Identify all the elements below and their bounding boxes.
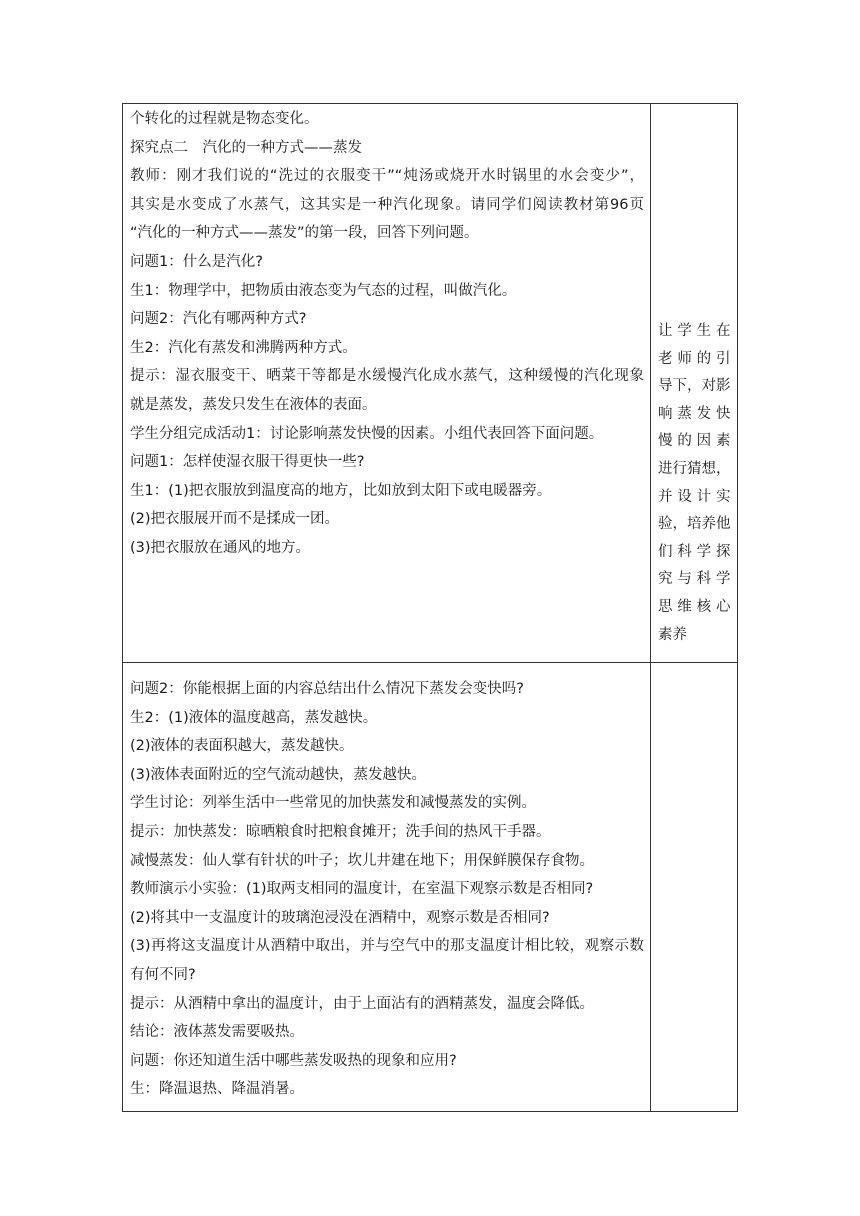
- section-heading: 探究点二 汽化的一种方式——蒸发: [130, 139, 362, 156]
- text-line: 生：降温退热、降温消暑。: [130, 1081, 304, 1098]
- text-line: “汽化的一种方式——蒸发”的第一段，回答下列问题。: [130, 225, 479, 242]
- text-line: 有何不同?: [130, 966, 196, 983]
- text-line: 就是蒸发，蒸发只发生在液体的表面。: [130, 396, 377, 413]
- text-line: 提示：从酒精中拿出的温度计，由于上面沾有的酒精蒸发，温度会降低。: [130, 995, 594, 1012]
- design-intent-cell: [651, 104, 738, 663]
- text-line: 生2：汽化有蒸发和沸腾两种方式。: [130, 339, 357, 356]
- text-line: 个转化的过程就是物态变化。: [130, 111, 319, 127]
- text-line: 减慢蒸发：仙人掌有针状的叶子；坎儿井建在地下；用保鲜膜保存食物。: [130, 852, 594, 869]
- text-line: 问题1：什么是汽化?: [130, 253, 263, 270]
- text-line: 问题2：汽化有哪两种方式?: [130, 311, 307, 328]
- text-line: 问题2：你能根据上面的内容总结出什么情况下蒸发会变快吗?: [130, 681, 524, 697]
- table-row: [123, 663, 738, 1112]
- side-text-line: 进行猜想，: [658, 460, 731, 477]
- text-line: (3)液体表面附近的空气流动越快，蒸发越快。: [130, 766, 427, 783]
- text-line: 生1：物理学中，把物质由液态变为气态的过程，叫做汽化。: [130, 282, 517, 299]
- content-cell: [123, 663, 651, 1112]
- side-text-line: 究与科学: [658, 571, 731, 588]
- design-intent-cell: [651, 663, 738, 1112]
- side-text-line: 验，培养他: [658, 516, 731, 533]
- text-line: 学生分组完成活动1：讨论影响蒸发快慢的因素。小组代表回答下面问题。: [130, 425, 604, 442]
- text-line: (3)把衣服放在通风的地方。: [130, 539, 311, 556]
- text-line: (3)再将这支温度计从酒精中取出，并与空气中的那支温度计相比较，观察示数: [130, 938, 644, 955]
- lesson-table: [122, 103, 738, 1112]
- text-line: 结论：液体蒸发需要吸热。: [130, 1024, 304, 1041]
- text-line: (2)液体的表面积越大，蒸发越快。: [130, 738, 354, 755]
- side-text-line: 老师的引: [658, 350, 731, 367]
- text-line: 问题1：怎样使湿衣服干得更快一些?: [130, 454, 365, 471]
- text-line: 其实是水变成了水蒸气，这其实是一种汽化现象。请同学们阅读教材第96页: [130, 196, 644, 213]
- side-text-line: 们科学探: [658, 543, 731, 560]
- text-line: (2)将其中一支温度计的玻璃泡浸没在酒精中，观察示数是否相同?: [130, 909, 550, 926]
- side-text-line: 让学生在: [658, 323, 731, 339]
- text-line: 教师演示小实验：(1)取两支相同的温度计，在室温下观察示数是否相同?: [130, 881, 594, 898]
- table-row: [123, 104, 738, 663]
- side-text-line: 并设计实: [658, 488, 731, 505]
- text-line: 问题：你还知道生活中哪些蒸发吸热的现象和应用?: [130, 1052, 457, 1069]
- text-line: (2)把衣服展开而不是揉成一团。: [130, 511, 340, 528]
- text-line: 提示：加快蒸发：晾晒粮食时把粮食摊开；洗手间的热风干手器。: [130, 823, 551, 840]
- side-text-line: 响蒸发快: [658, 405, 731, 422]
- side-text-line: 思维核心: [658, 598, 731, 615]
- text-line: 生2：(1)液体的温度越高，蒸发越快。: [130, 709, 378, 726]
- text-line: 提示：湿衣服变干、晒菜干等都是水缓慢汽化成水蒸气，这种缓慢的汽化现象: [130, 368, 644, 385]
- text-line: 教师：刚才我们说的“洗过的衣服变干”“炖汤或烧开水时锅里的水会变少”，: [130, 168, 644, 185]
- side-text-line: 素养: [658, 626, 687, 643]
- side-text-line: 慢的因素: [658, 433, 731, 450]
- text-line: 生1：(1)把衣服放到温度高的地方，比如放到太阳下或电暖器旁。: [130, 482, 552, 499]
- side-text-line: 导下，对影: [658, 378, 731, 395]
- text-line: 学生讨论：列举生活中一些常见的加快蒸发和减慢蒸发的实例。: [130, 795, 536, 812]
- content-cell: [123, 104, 651, 663]
